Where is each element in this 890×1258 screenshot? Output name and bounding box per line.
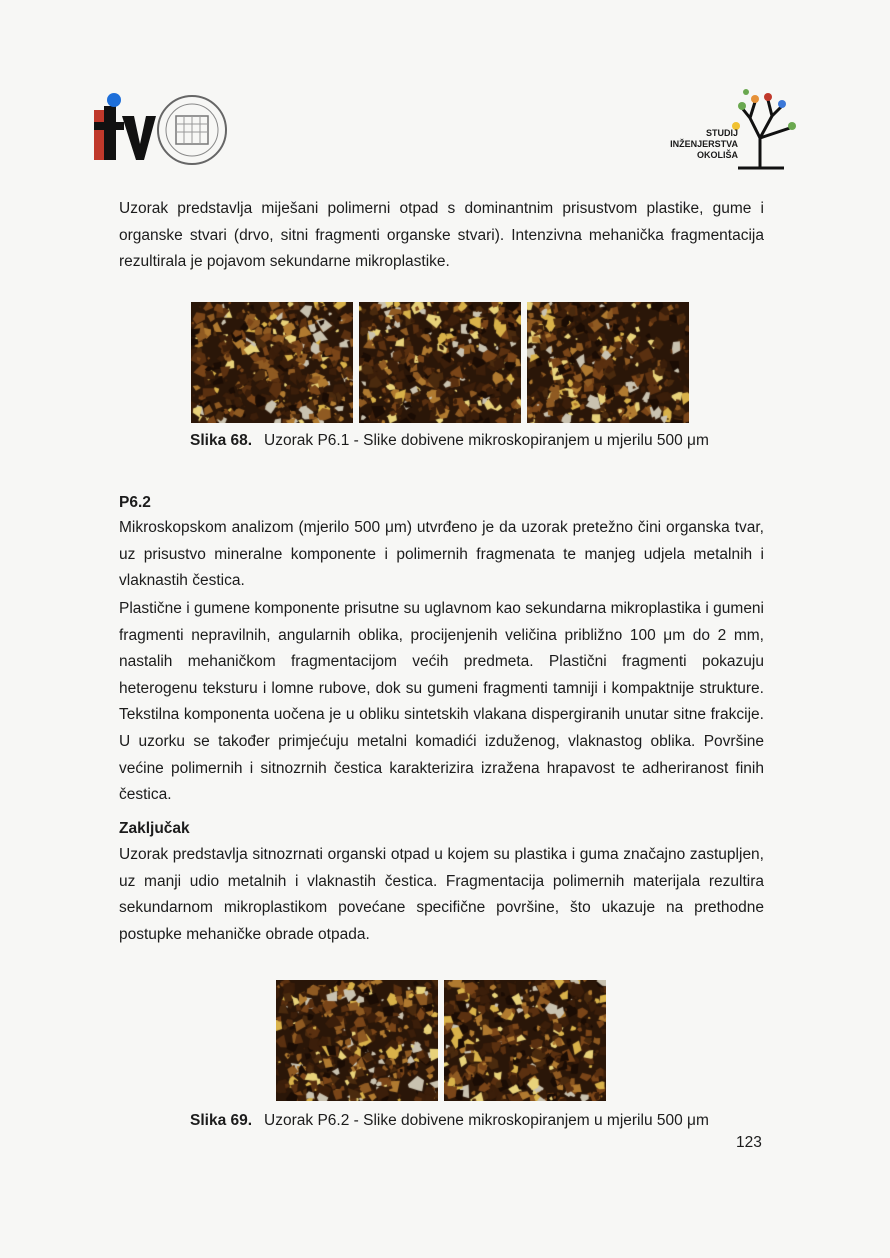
micrograph-photo bbox=[527, 302, 689, 423]
figure-68-photos bbox=[191, 302, 689, 423]
study-program-name: STUDIJ INŽENJERSTVA OKOLIŠA bbox=[670, 128, 738, 160]
section-heading: P6.2 bbox=[119, 494, 151, 511]
figure-69-caption: Slika 69. Uzorak P6.2 - Slike dobivene mikroskopiranjem u mjerilu 500 μm bbox=[190, 1112, 709, 1129]
faculty-logo bbox=[92, 92, 232, 168]
micrograph-photo bbox=[359, 302, 521, 423]
conclusion-heading: Zaključak bbox=[119, 820, 190, 837]
paragraph: Plastične i gumene komponente prisutne su uglavnom kao sekundarna mikroplastika i gumeni fragmenti nepravilnih, angularnih oblika, procijenjenih veličina približno 100 μm do 2 mm, nastalih mehaničkom fragmentacijom većih predmeta. Plastični fragmenti pokazuju heterogenu teksturu i lomne rubove, dok su gumeni fragmenti tamniji i kompaktnije strukture. Tekstilna komponenta uočena je u obliku sintetskih vlakana dispergiranih unutar sitne frakcije. U uzorku se također primjećuju metalni komadići izduženog, vlaknastog oblika. Površine većine polimernih i sitnozrnih čestica karakterizira izražena hrapavost te adheriranost finih čestica. bbox=[119, 600, 764, 804]
micrograph-photo bbox=[276, 980, 438, 1101]
figure-68-caption: Slika 68. Uzorak P6.1 - Slike dobivene mikroskopiranjem u mjerilu 500 μm bbox=[190, 432, 709, 449]
page-number: 123 bbox=[736, 1134, 762, 1151]
intro-paragraph: Uzorak predstavlja miješani polimerni otpad s dominantnim prisustvom plastike, gume i organske stvari (drvo, sitni fragmenti organske stvari). Intenzivna mehanička fragmentacija rezultirala je pojavom sekundarne mikroplastike. bbox=[119, 200, 764, 271]
micrograph-photo bbox=[444, 980, 606, 1101]
micrograph-photo bbox=[191, 302, 353, 423]
conclusion-paragraph: Uzorak predstavlja sitnozrnati organski otpad u kojem su plastika i guma značajno zastupljen, uz manji udio metalnih i vlaknastih čestica. Fragmentacija polimernih materijala rezultira sekundarnom mikroplastikom povećane specifične površine, što ukazuje na prethodne postupke mehaničke obrade otpada. bbox=[119, 846, 764, 943]
study-program-logo bbox=[660, 88, 810, 170]
paragraph: Mikroskopskom analizom (mjerilo 500 μm) utvrđeno je da uzorak pretežno čini organska tvar, uz prisustvo mineralne komponente i polimernih fragmenata te manjeg udjela metalnih i vlaknastih čestica. bbox=[119, 519, 764, 590]
figure-69-photos bbox=[276, 980, 606, 1101]
